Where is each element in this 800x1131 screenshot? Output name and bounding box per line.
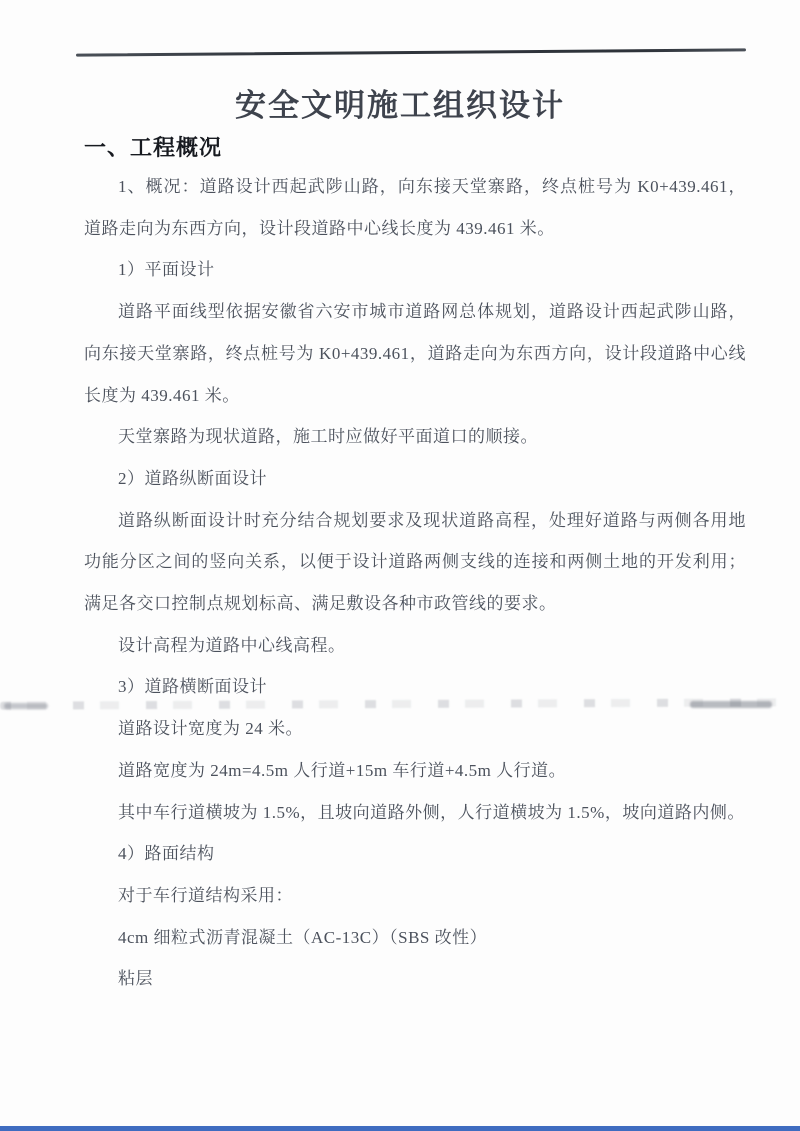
paragraph-cross-section-heading: 3）道路横断面设计 xyxy=(118,677,267,697)
paragraph-tack-coat: 粘层 xyxy=(118,969,153,989)
paragraph-carriageway-structure: 对于车行道结构采用： xyxy=(118,885,293,905)
paragraph-pavement-structure-heading: 4）路面结构 xyxy=(118,844,215,864)
document-body xyxy=(84,166,746,1000)
top-scan-rule xyxy=(76,48,746,56)
paragraph-profile-design-heading: 2）道路纵断面设计 xyxy=(118,468,267,488)
paragraph-overview: 1、概况：道路设计西起武陟山路，向东接天堂寨路，终点桩号为 K0+439.461，道路走向为东西方向，设计段道路中心线长度为 439.461 米。 xyxy=(84,177,746,238)
scan-artifact-smudge xyxy=(690,701,772,708)
paragraph-width-breakdown: 道路宽度为 24m=4.5m 人行道+15m 车行道+4.5m 人行道。 xyxy=(118,760,567,780)
section-heading: 一、工程概况 xyxy=(84,135,223,160)
paragraph-asphalt-layer: 4cm 细粒式沥青混凝土（AC-13C）（SBS 改性） xyxy=(118,927,488,947)
paragraph-road-width: 道路设计宽度为 24 米。 xyxy=(118,719,303,739)
bottom-blue-bar xyxy=(0,1126,800,1131)
paragraph-design-elevation: 设计高程为道路中心线高程。 xyxy=(118,635,346,655)
paragraph-plan-design-body: 道路平面线型依据安徽省六安市城市道路网总体规划，道路设计西起武陟山路，向东接天堂寨路，终点桩号为 K0+439.461，道路走向为东西方向，设计段道路中心线长度为 439.461 米。 xyxy=(84,302,746,405)
document-title: 安全文明施工组织设计 xyxy=(235,88,565,123)
paragraph-profile-design-body: 道路纵断面设计时充分结合规划要求及现状道路高程，处理好道路与两侧各用地功能分区之间的竖向关系，以便于设计道路两侧支线的连接和两侧土地的开发利用；满足各交口控制点规划标高、满足敷设各种市政管线的要求。 xyxy=(84,510,746,614)
paragraph-plan-design-heading: 1）平面设计 xyxy=(118,260,215,280)
paragraph-cross-slope: 其中车行道横坡为 1.5%，且坡向道路外侧，人行道横坡为 1.5%，坡向道路内侧。 xyxy=(118,802,745,822)
paragraph-existing-road-note: 天堂寨路为现状道路，施工时应做好平面道口的顺接。 xyxy=(118,427,538,447)
scan-artifact-smudge xyxy=(4,703,48,709)
